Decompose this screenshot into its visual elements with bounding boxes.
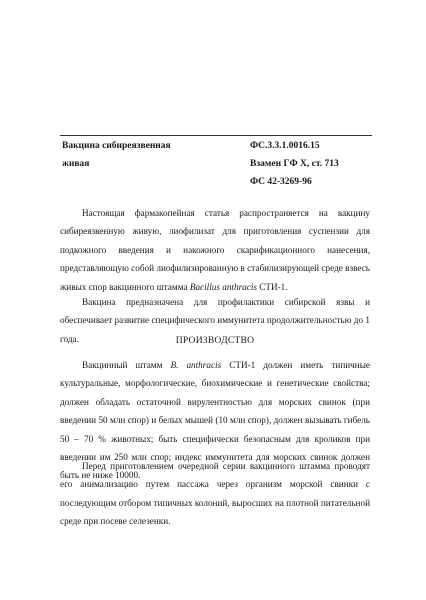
strain-text-rest: СТИ-1 должен иметь типичные культуральные, морфологические, биохимические и генетические свойства; должен обладать остаточной вирулентностью для морских свинок (при введении 50 млн спор) и белых мышей (10 млн спор), должен вызывать гибель 50 – 70 % животных; быть специфически безопасным для кроликов при введении им 250 млн спор; индекс иммунитета для морских свинок должен быть не ниже 10000. <box>60 360 370 481</box>
strain-species-name: B. anthracis <box>170 360 222 370</box>
purpose-paragraph: Вакцина предназначена для профилактики сибирской язвы и обеспечивает развитие специфического иммунитета продолжительностью до 1 года. <box>60 297 370 344</box>
monograph-code: ФС.3.3.1.0016.15 <box>250 141 320 151</box>
monograph-title-line2: живая <box>62 159 90 169</box>
strain-text-start: Вакцинный штамм <box>82 360 171 370</box>
intro-text-part1: Настоящая фармакопейная статья распространяется на вакцину сибиреязвенную живую, лиофилизат для приготовления суспензии для подкожного введения и накожного скарификационного нанесения, представляющую собой лиофилизированную в стабилизирующей среде взвесь живых спор вакцинного штамма <box>60 208 370 292</box>
monograph-title-line1: Вакцина сибиреязвенная <box>62 141 171 151</box>
header-divider <box>60 135 372 136</box>
fs-number: ФС 42-3269-96 <box>250 177 312 187</box>
replaces-reference: Взамен ГФ X, ст. 713 <box>250 159 339 169</box>
animalization-paragraph: Перед приготовлением очередной серии вакцинного штамма проводят его анимализацию путем пассажа через организм морской свинки с последующим отбором типичных колоний, выросших на плотной питательной среде при посеве селезенки. <box>60 461 370 527</box>
intro-species-name: Bacillus anthracis <box>189 281 257 292</box>
section-heading-production: ПРОИЗВОДСТВО <box>175 335 255 346</box>
intro-text-part2: СТИ-1. <box>256 281 288 292</box>
intro-paragraph <box>60 204 370 296</box>
